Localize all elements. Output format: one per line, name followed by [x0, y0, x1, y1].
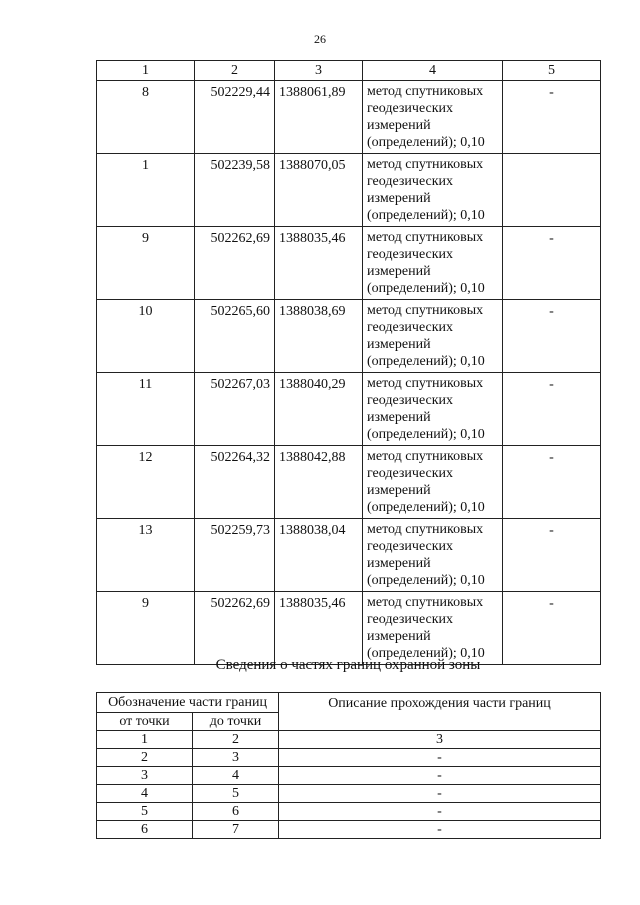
method-line: геодезических	[367, 101, 454, 116]
method-cell	[363, 227, 503, 300]
section-title: Сведения о частях границ охранной зоны	[215, 657, 481, 673]
method-line: метод спутниковых	[367, 595, 484, 610]
method-line: геодезических	[367, 320, 454, 335]
header-col-2: 2	[195, 61, 275, 81]
extra-cell: -	[503, 592, 601, 665]
coord-y: 1388038,04	[275, 519, 363, 592]
table-row	[97, 519, 601, 592]
method-line: (определений); 0,10	[367, 208, 485, 223]
method-line: геодезических	[367, 174, 454, 189]
method-line: измерений	[367, 556, 431, 571]
coord-x: 502265,60	[195, 300, 275, 373]
table-row	[97, 300, 601, 373]
method-line: измерений	[367, 410, 431, 425]
coord-x: 502229,44	[195, 81, 275, 154]
method-cell	[363, 519, 503, 592]
method-line: геодезических	[367, 539, 454, 554]
coord-y: 1388040,29	[275, 373, 363, 446]
method-line: (определений); 0,10	[367, 281, 485, 296]
method-line: измерений	[367, 191, 431, 206]
method-cell	[363, 154, 503, 227]
method-cell	[363, 81, 503, 154]
method-line: метод спутниковых	[367, 376, 484, 391]
coord-y: 1388035,46	[275, 592, 363, 665]
table-row	[97, 154, 601, 227]
coord-x: 502262,69	[195, 227, 275, 300]
method-line: метод спутниковых	[367, 449, 484, 464]
point-number: 9	[97, 592, 195, 665]
method-line: метод спутниковых	[367, 522, 484, 537]
point-number: 12	[97, 446, 195, 519]
coord-x: 502259,73	[195, 519, 275, 592]
method-line: геодезических	[367, 247, 454, 262]
method-line: измерений	[367, 337, 431, 352]
table-row	[97, 821, 601, 839]
to-point: 7	[193, 821, 279, 839]
from-point: 2	[97, 749, 193, 767]
table-row	[97, 767, 601, 785]
point-number: 11	[97, 373, 195, 446]
method-line: измерений	[367, 483, 431, 498]
method-line: (определений); 0,10	[367, 573, 485, 588]
coordinates-header-row	[97, 61, 601, 81]
from-point: 6	[97, 821, 193, 839]
table-row	[97, 803, 601, 821]
point-number: 10	[97, 300, 195, 373]
extra-cell: -	[503, 519, 601, 592]
method-line: измерений	[367, 629, 431, 644]
point-number: 8	[97, 81, 195, 154]
extra-cell: -	[503, 81, 601, 154]
method-cell	[363, 373, 503, 446]
method-line: (определений); 0,10	[367, 427, 485, 442]
boundary-parts-table	[96, 692, 601, 839]
part-description: -	[279, 821, 601, 839]
header-description: Описание прохождения части границ	[279, 693, 601, 731]
point-number: 13	[97, 519, 195, 592]
method-line: геодезических	[367, 466, 454, 481]
method-line: метод спутниковых	[367, 84, 484, 99]
table-row	[97, 785, 601, 803]
method-line: метод спутниковых	[367, 303, 484, 318]
header-boundary-designation: Обозначение части границ	[97, 693, 279, 713]
method-line: метод спутниковых	[367, 230, 484, 245]
part-description: -	[279, 803, 601, 821]
to-point: 6	[193, 803, 279, 821]
coord-x: 502267,03	[195, 373, 275, 446]
method-line: (определений); 0,10	[367, 500, 485, 515]
table-row	[97, 446, 601, 519]
header-to-point: до точки	[193, 713, 279, 731]
method-line: измерений	[367, 118, 431, 133]
header-col-5: 5	[503, 61, 601, 81]
coord-x: 502262,69	[195, 592, 275, 665]
to-point: 4	[193, 767, 279, 785]
table-row	[97, 749, 601, 767]
part-description: -	[279, 767, 601, 785]
to-point: 5	[193, 785, 279, 803]
from-point: 3	[97, 767, 193, 785]
from-point: 1	[97, 731, 193, 749]
extra-cell	[503, 154, 601, 227]
table-row	[97, 227, 601, 300]
method-cell	[363, 446, 503, 519]
method-line: измерений	[367, 264, 431, 279]
coordinates-table	[96, 60, 601, 665]
point-number: 9	[97, 227, 195, 300]
point-number: 1	[97, 154, 195, 227]
header-from-point: от точки	[97, 713, 193, 731]
part-description: -	[279, 749, 601, 767]
part-description: 3	[279, 731, 601, 749]
method-cell	[363, 592, 503, 665]
extra-cell: -	[503, 300, 601, 373]
coord-y: 1388035,46	[275, 227, 363, 300]
parts-header-row	[97, 693, 601, 713]
coord-x: 502239,58	[195, 154, 275, 227]
extra-cell: -	[503, 446, 601, 519]
table-row	[97, 81, 601, 154]
method-line: (определений); 0,10	[367, 135, 485, 150]
extra-cell: -	[503, 227, 601, 300]
method-line: геодезических	[367, 393, 454, 408]
table-row	[97, 373, 601, 446]
method-cell	[363, 300, 503, 373]
table-row	[97, 592, 601, 665]
page-number: 26	[314, 32, 326, 46]
method-line: метод спутниковых	[367, 157, 484, 172]
coord-y: 1388061,89	[275, 81, 363, 154]
header-col-1: 1	[97, 61, 195, 81]
from-point: 4	[97, 785, 193, 803]
from-point: 5	[97, 803, 193, 821]
to-point: 2	[193, 731, 279, 749]
extra-cell: -	[503, 373, 601, 446]
part-description: -	[279, 785, 601, 803]
method-line: (определений); 0,10	[367, 646, 485, 661]
header-col-3: 3	[275, 61, 363, 81]
coord-x: 502264,32	[195, 446, 275, 519]
method-line: геодезических	[367, 612, 454, 627]
method-line: (определений); 0,10	[367, 354, 485, 369]
coord-y: 1388038,69	[275, 300, 363, 373]
header-col-4: 4	[363, 61, 503, 81]
coord-y: 1388070,05	[275, 154, 363, 227]
to-point: 3	[193, 749, 279, 767]
coord-y: 1388042,88	[275, 446, 363, 519]
table-row	[97, 731, 601, 749]
